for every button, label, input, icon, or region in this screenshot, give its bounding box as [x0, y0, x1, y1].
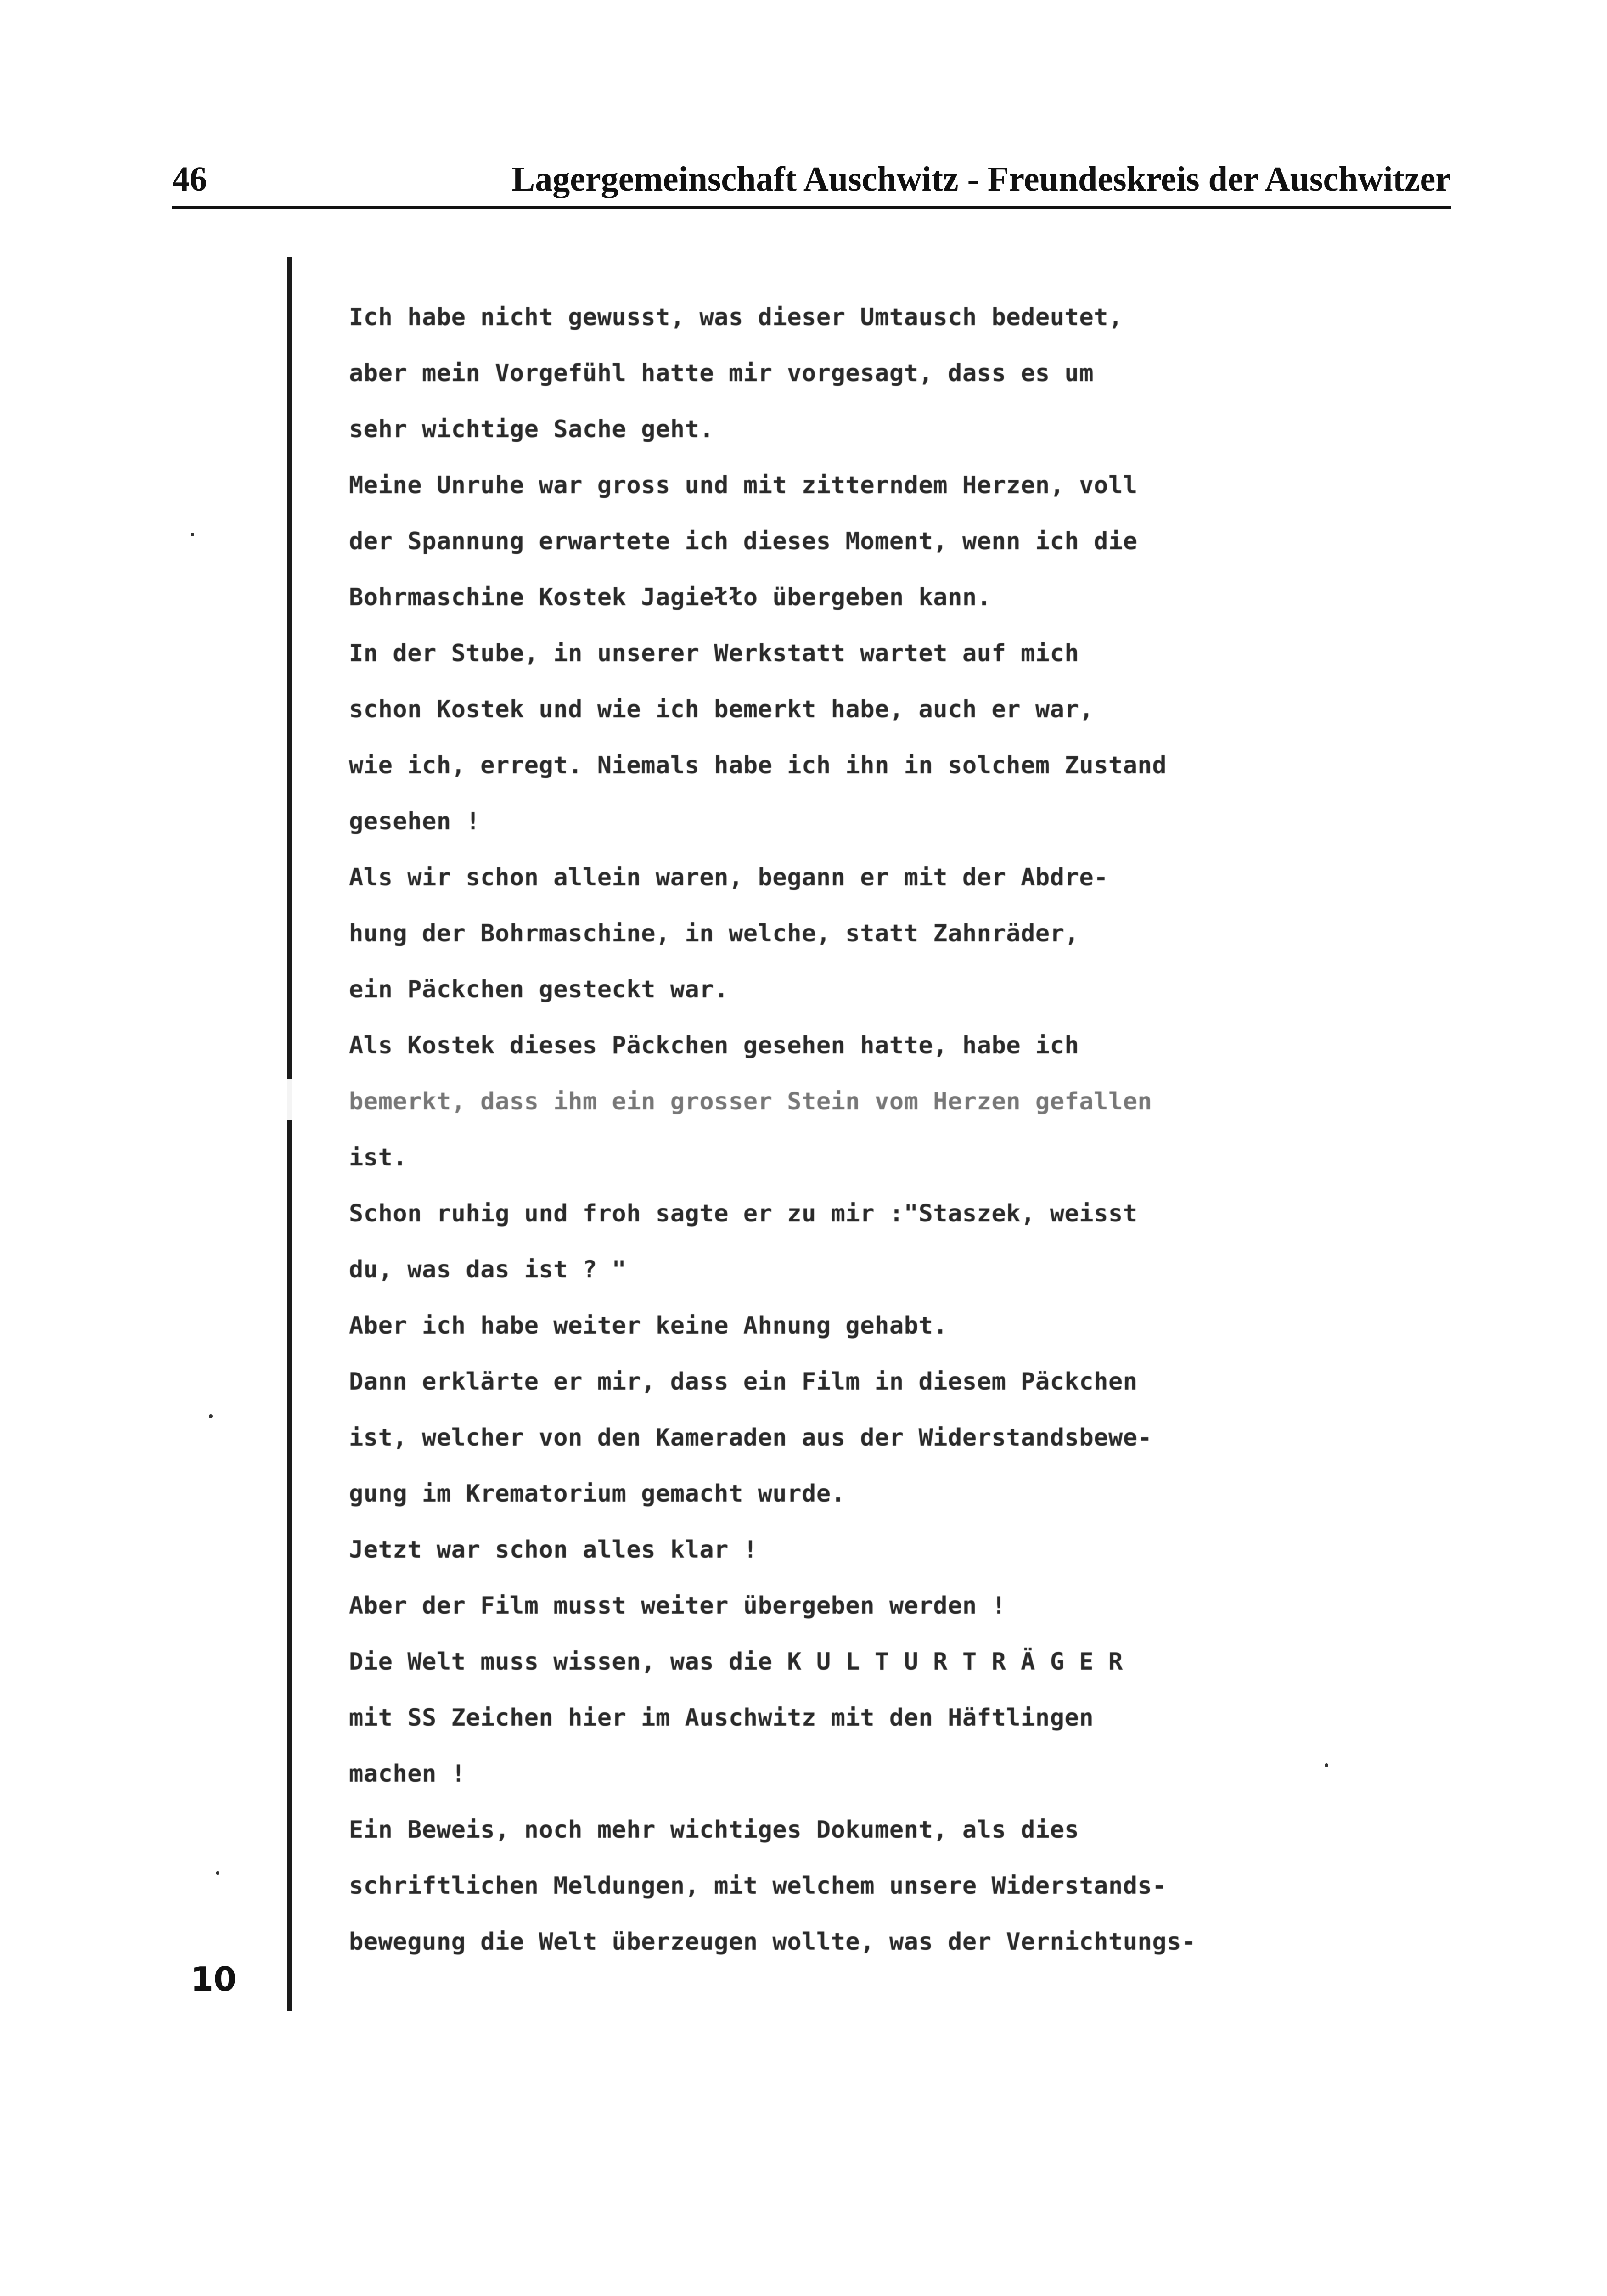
typed-line: Aber ich habe weiter keine Ahnung gehabt. — [349, 1312, 948, 1339]
typed-line: gesehen ! — [349, 808, 481, 835]
typed-line: hung der Bohrmaschine, in welche, statt Zahnräder, — [349, 920, 1079, 947]
typed-line: der Spannung erwartete ich dieses Moment, wenn ich die — [349, 528, 1138, 555]
scan-speck — [191, 533, 194, 536]
typed-line: Bohrmaschine Kostek Jagiełło übergeben kann. — [349, 584, 992, 611]
typed-line: schon Kostek und wie ich bemerkt habe, auch er war, — [349, 696, 1094, 723]
typed-line: ein Päckchen gesteckt war. — [349, 976, 729, 1003]
typed-line: mit SS Zeichen hier im Auschwitz mit den Häftlingen — [349, 1704, 1094, 1732]
typed-line: Ich habe nicht gewusst, was dieser Umtausch bedeutet, — [349, 304, 1123, 331]
page-header — [172, 156, 1451, 202]
typed-line: Dann erklärte er mir, dass ein Film in diesem Päckchen — [349, 1368, 1138, 1396]
typed-line: Jetzt war schon alles klar ! — [349, 1536, 758, 1564]
page-number: 46 — [172, 160, 207, 198]
typed-line: bewegung die Welt überzeugen wollte, was der Vernichtungs- — [349, 1928, 1196, 1956]
typed-line: Ein Beweis, noch mehr wichtiges Dokument, als dies — [349, 1816, 1079, 1844]
typed-line: In der Stube, in unserer Werkstatt wartet auf mich — [349, 640, 1079, 667]
running-title: Lagergemeinschaft Auschwitz - Freundeskreis der Auschwitzer — [511, 160, 1451, 198]
margin-bar-gap — [287, 1079, 292, 1120]
scan-speck — [209, 1414, 213, 1418]
typed-line: du, was das ist ? " — [349, 1256, 627, 1283]
typed-line: Als Kostek dieses Päckchen gesehen hatte, habe ich — [349, 1032, 1079, 1059]
left-margin-bar — [287, 257, 292, 2011]
typed-line: gung im Krematorium gemacht wurde. — [349, 1480, 846, 1508]
typed-line: bemerkt, dass ihm ein grosser Stein vom Herzen gefallen — [349, 1088, 1152, 1115]
typed-line: Schon ruhig und froh sagte er zu mir :"Staszek, weisst — [349, 1200, 1138, 1227]
typed-line: Meine Unruhe war gross und mit zitterndem Herzen, voll — [349, 472, 1138, 499]
typed-text-block — [349, 289, 1460, 1970]
scan-speck — [216, 1871, 219, 1875]
typed-line: ist, welcher von den Kameraden aus der Widerstandsbewe- — [349, 1424, 1152, 1452]
typed-line: ist. — [349, 1144, 408, 1171]
header-rule — [172, 206, 1451, 209]
typed-line: machen ! — [349, 1760, 466, 1788]
scan-page-number: 10 — [191, 1960, 237, 1998]
typed-line: aber mein Vorgefühl hatte mir vorgesagt, dass es um — [349, 360, 1094, 387]
typed-line: Als wir schon allein waren, begann er mit der Abdre- — [349, 864, 1108, 891]
typed-line: Aber der Film musst weiter übergeben werden ! — [349, 1592, 1006, 1620]
typed-line: schriftlichen Meldungen, mit welchem unsere Widerstands- — [349, 1872, 1167, 1900]
typed-line: wie ich, erregt. Niemals habe ich ihn in solchem Zustand — [349, 752, 1167, 779]
typed-line: Die Welt muss wissen, was die K U L T U R T R Ä G E R — [349, 1648, 1123, 1676]
scanned-typescript-page — [172, 257, 1451, 2048]
typed-line: sehr wichtige Sache geht. — [349, 416, 714, 443]
